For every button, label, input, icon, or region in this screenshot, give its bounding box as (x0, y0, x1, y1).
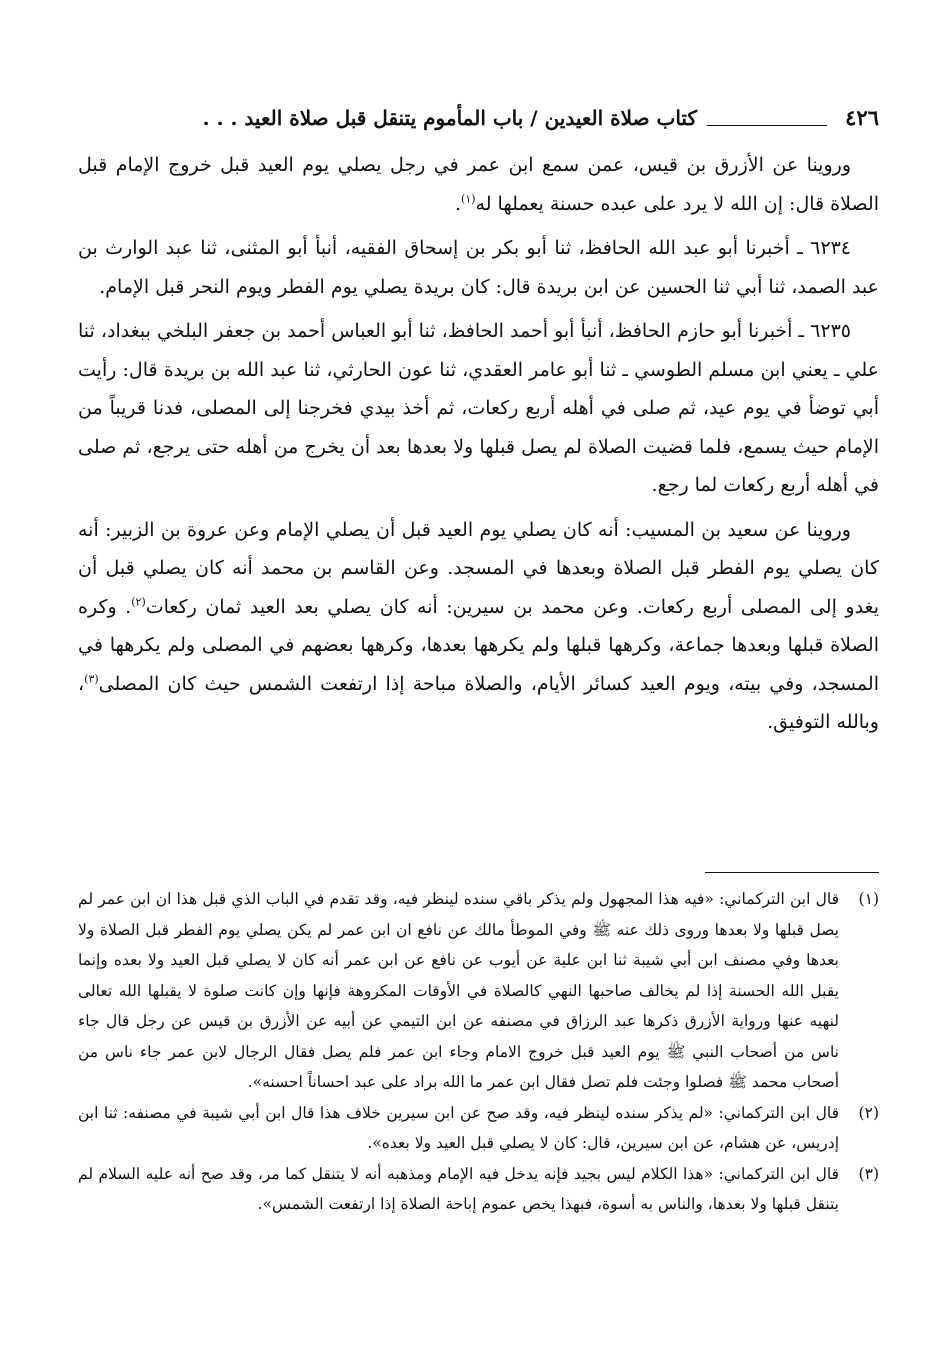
footnote-number: (٢) (858, 1103, 879, 1122)
footnote-separator (705, 872, 879, 873)
footnote-text: قال ابن التركماني: «لم يذكر سنده لينظر فيه، وقد صح عن ابن سيرين خلاف هذا قال ابن أبي شيبة في مصنفه: ثنا ابن إدريس، عن هشام، عن ابن سيرين، قال: كان لا يصلي قبل العيد ولا بعده». (78, 1103, 839, 1152)
paragraph-ibn-musayyib (78, 511, 879, 742)
footnote-number: (٣) (858, 1164, 879, 1183)
main-text (78, 146, 879, 748)
paragraph-tail: . (454, 192, 461, 215)
paragraph-text: ٦٢٣٥ ـ أخبرنا أبو حازم الحافظ، أنبأ أبو أحمد الحافظ، ثنا أبو العباس أحمد بن جعفر البلخي ببغداد، ثنا علي ـ يعني ابن مسلم الطوسي ـ ثنا أبو عامر العقدي، ثنا عون الحارثي، ثنا عبد الله بن بريدة قال: رأيت أبي توضأ في يوم عيد، ثم صلى في أهله أربع ركعات، ثم أخذ بيدي فخرجنا إلى المصلى، فدنا قريباً من الإمام حيث يسمع، فلما قضيت الصلاة لم يصل قبلها ولا بعدها بعد أن يخرج من أهله حتى يرجع، ثم صلى في أهله أربع ركعات لما رجع. (78, 320, 879, 496)
footnote-number: (١) (858, 890, 879, 908)
footnote-1 (78, 884, 879, 1098)
paragraph-text: وروينا عن سعيد بن المسيب: أنه كان يصلي يوم العيد قبل أن يصلي الإمام وعن عروة بن الزبير: أنه كان يصلي يوم الفطر قبل الصلاة وبعدها في المسجد. وعن القاسم بن محمد أنه كان يصلي قبل أن يغدو إلى المصلى أربع ركعات. وعن محمد بن سيرين: أنه كان يصلي بعد العيد ثمان ركعات (78, 518, 879, 618)
paragraph-tail: ، وبالله التوفيق. (78, 672, 879, 733)
header-rule (707, 125, 827, 126)
footnote-ref: (٢) (131, 595, 146, 609)
paragraph-text: ٦٢٣٤ ـ أخبرنا أبو عبد الله الحافظ، ثنا أبو بكر بن إسحاق الفقيه، أنبأ أبو المثنى، ثنا عبد الوارث بن عبد الصمد، ثنا أبي ثنا الحسين عن ابن بريدة قال: كان بريدة يصلي يوم الفطر ويوم النحر قبل الإمام. (78, 237, 879, 298)
page-header (78, 104, 879, 136)
hadith-6234 (78, 229, 879, 306)
footnote-3 (78, 1159, 879, 1220)
footnote-ref: (١) (461, 192, 476, 206)
footnote-text: قال ابن التركماني: «هذا الكلام ليس بجيد فإنه يدخل فيه الإمام ومذهبه أنه لا يتنقل كما مر، وقد صح أنه عليه السلام لم يتنقل قبلها ولا بعدها، والناس به أسوة، فبهذا يخص عموم إباحة الصلاة إذا ارتفعت الشمس». (78, 1164, 839, 1213)
book-page (78, 0, 879, 1370)
paragraph-tail: . وكره الصلاة قبلها وبعدها جماعة، وكرهها قبلها ولم يكرهها بعدها، وكرهها بعضهم في المصلى ولم يكرهها في المسجد، وفي بيته، ويوم العيد كسائر الأيام، والصلاة مباحة إذا ارتفعت الشمس حيث كان المصلى (78, 595, 879, 695)
footnote-ref: (٣) (84, 672, 99, 686)
footnote-2 (78, 1098, 879, 1159)
paragraph-text: وروينا عن الأزرق بن قيس، عمن سمع ابن عمر في رجل يصلي يوم العيد قبل خروج الإمام قبل الصلاة قال: إن الله لا يرد على عبده حسنة يعملها له (78, 154, 879, 215)
running-title: كتاب صلاة العيدين / باب المأموم يتنقل قبل صلاة العيد . . . (202, 106, 697, 130)
page-number: ٤٢٦ (845, 105, 879, 130)
footnote-text: قال ابن التركماني: «فيه هذا المجهول ولم يذكر باقي سنده لينظر فيه، وقد تقدم في الباب الذي قبل هذا ان ابن عمر لم يصل قبلها ولا بعدها وروى ذلك عنه ﷺ وفي الموطأ مالك عن نافع ان ابن عمر لم يكن يصلي يوم الفطر قبل الصلاة ولا بعدها وفي مصنف ابن أبي شيبة ثنا ابن علية عن أيوب عن نافع عن ابن عمر أنه كان لا يصلي قبل العيد ولا بعده وإنما يقبل الله الحسنة إذا لم يخالف صاحبها النهي كالصلاة في الأوقات المكروهة فإنها وإن كانت صلوة لا يقبلها الله تعالى لنهيه عنها ورواية الأزرق ذكرها عبد الرزاق في مصنفه عن ابن التيمي عن أبيه عن الأزرق بن قيس عن رجل قال جاء ناس من أصحاب النبي ﷺ يوم العيد قبل خروج الامام وجاء ابن عمر فلم يصل فقال الرجال لابن عمر جاء ناس من أصحاب محمد ﷺ فصلوا وجئت فلم تصل فقال ابن عمر ما الله براد على عبد احساناً احسنه». (78, 890, 839, 1091)
footnotes (78, 884, 879, 1220)
hadith-6235 (78, 312, 879, 505)
paragraph-azraq (78, 146, 879, 223)
